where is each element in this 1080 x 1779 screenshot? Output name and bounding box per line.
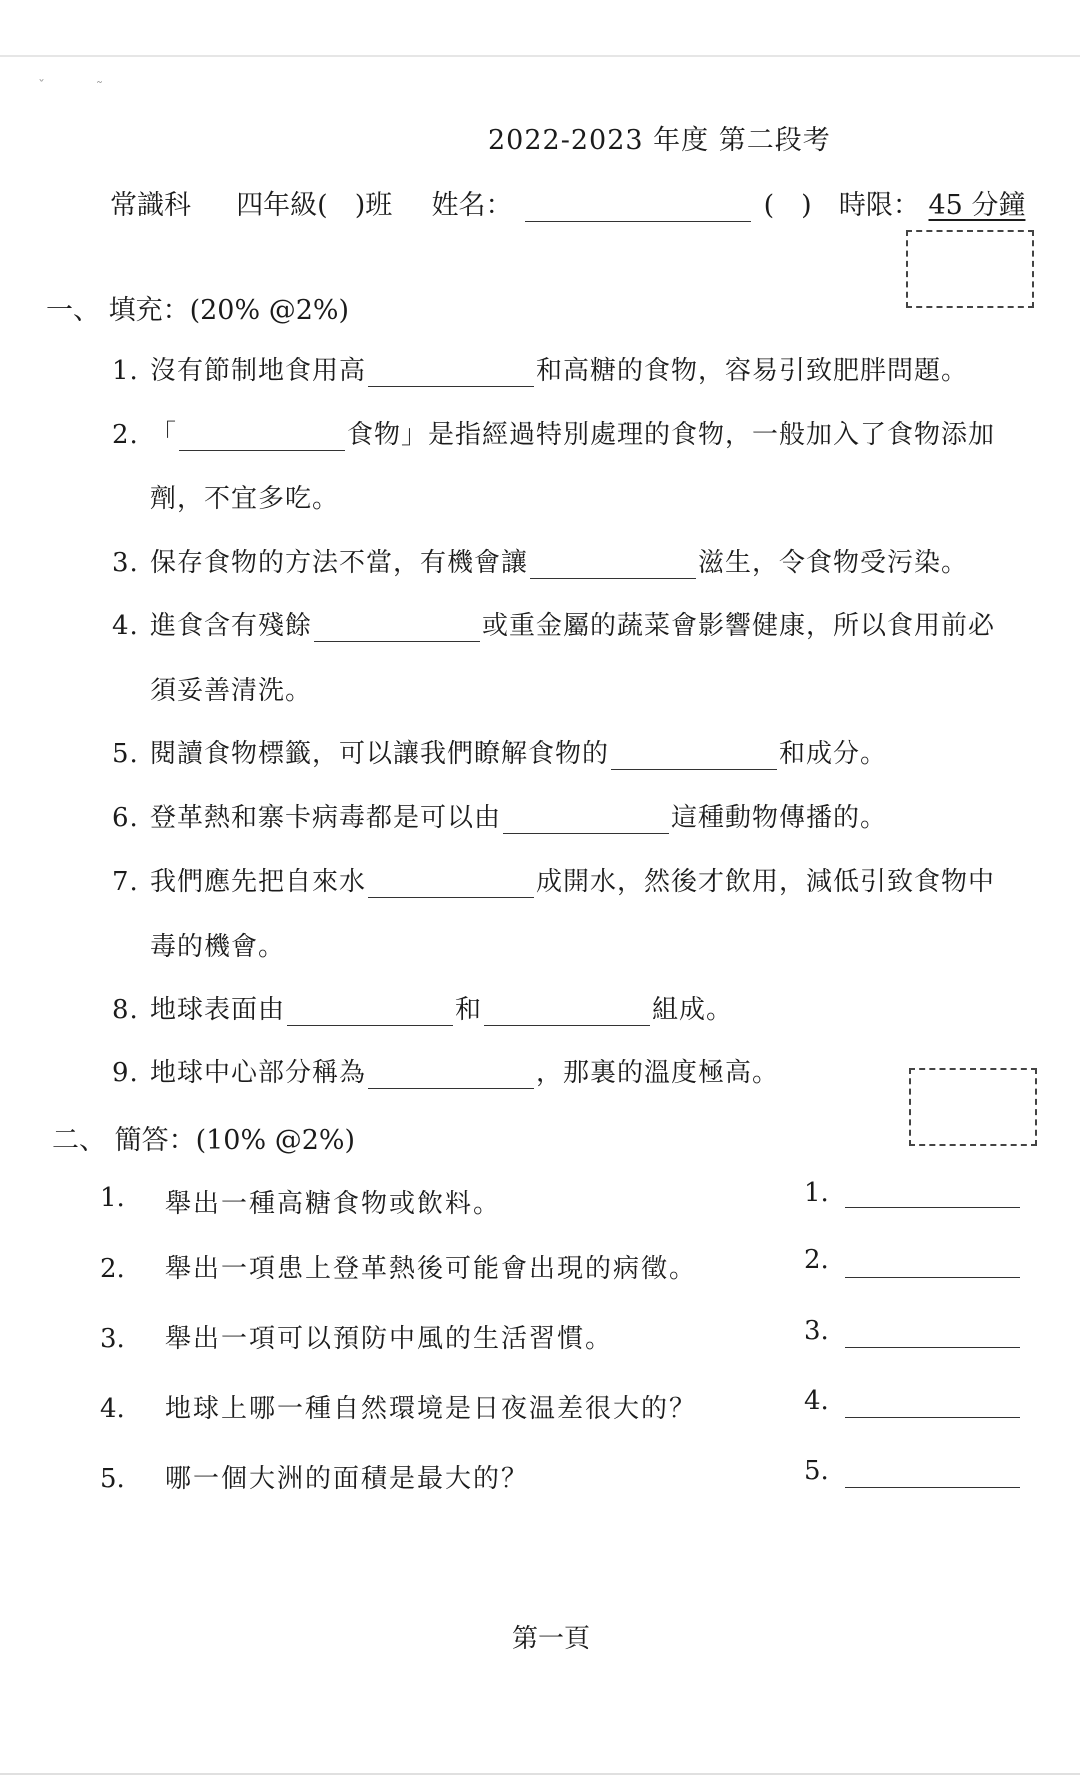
- class-number-paren: ( ): [763, 190, 812, 221]
- answer-blank[interactable]: [179, 424, 345, 451]
- section-1-heading: 一、 填充：(20% @2%): [46, 295, 350, 326]
- fill-question-7-continued: 毒的機會。: [150, 932, 286, 962]
- answer-4-line[interactable]: [845, 1416, 1020, 1418]
- answer-4-number: 4.: [804, 1386, 829, 1416]
- answer-blank[interactable]: [368, 1062, 534, 1089]
- answer-1-number: 1.: [804, 1178, 829, 1208]
- answer-2-number: 2.: [804, 1245, 829, 1275]
- fill-question-2-continued: 劑，不宜多吃。: [150, 484, 340, 514]
- fill-question-6: 6. 登革熱和寨卡病毒都是可以由 這種動物傳播的。: [112, 803, 888, 833]
- fill-question-8: 8. 地球表面由 和 組成。: [112, 995, 734, 1025]
- answer-blank[interactable]: [314, 615, 480, 642]
- student-info-line: [110, 183, 1025, 222]
- answer-blank[interactable]: [611, 743, 777, 770]
- fill-question-1: 1. 沒有節制地食用高 和高糖的食物，容易引致肥胖問題。: [112, 356, 969, 386]
- page-number: 第一頁: [512, 1624, 591, 1654]
- name-blank[interactable]: [525, 193, 751, 222]
- fill-question-2: 2. 「 食物」是指經過特別處理的食物，一般加入了食物添加: [112, 420, 996, 450]
- score-box-section-1: [906, 230, 1034, 308]
- answer-2-line[interactable]: [845, 1276, 1020, 1278]
- answer-3-number: 3.: [804, 1316, 829, 1346]
- answer-blank[interactable]: [530, 552, 696, 579]
- short-question-2-text: 舉出一項患上登革熱後可能會出現的病徵。: [165, 1254, 698, 1284]
- short-question-2-number: 2.: [100, 1254, 125, 1284]
- short-question-4-text: 地球上哪一種自然環境是日夜温差很大的？: [165, 1394, 698, 1424]
- answer-1-line[interactable]: [845, 1206, 1020, 1208]
- time-limit-label: 時限：: [838, 190, 920, 221]
- section-2-heading: 二、 簡答：(10% @2%): [52, 1125, 356, 1156]
- answer-blank[interactable]: [287, 999, 453, 1026]
- answer-blank[interactable]: [368, 360, 534, 387]
- answer-5-line[interactable]: [845, 1486, 1020, 1488]
- scan-edge-bottom: [0, 1773, 1080, 1775]
- short-question-3-text: 舉出一項可以預防中風的生活習慣。: [165, 1324, 614, 1354]
- short-question-3-number: 3.: [100, 1324, 125, 1354]
- scan-speck: ˇ: [38, 78, 45, 94]
- short-question-1-text: 舉出一種高糖食物或飲料。: [165, 1189, 502, 1219]
- answer-3-line[interactable]: [845, 1346, 1020, 1348]
- exam-title: 2022-2023 年度 第二段考: [488, 125, 831, 156]
- subject-label: 常識科: [110, 190, 191, 221]
- scan-edge-top: [0, 55, 1080, 57]
- time-limit-value: 45 分鐘: [928, 190, 1026, 221]
- answer-blank[interactable]: [368, 871, 534, 898]
- answer-blank[interactable]: [503, 807, 669, 834]
- scan-speck: ˜: [96, 80, 103, 96]
- short-question-5-text: 哪一個大洲的面積是最大的？: [165, 1464, 530, 1494]
- answer-blank[interactable]: [484, 999, 650, 1026]
- fill-question-7: 7. 我們應先把自來水 成開水，然後才飲用，減低引致食物中: [112, 867, 996, 897]
- fill-question-5: 5. 閱讀食物標籤，可以讓我們瞭解食物的 和成分。: [112, 739, 888, 769]
- score-box-section-2: [909, 1068, 1037, 1146]
- short-question-5-number: 5.: [100, 1464, 125, 1494]
- fill-question-9: 9. 地球中心部分稱為 ，那裏的溫度極高。: [112, 1058, 780, 1088]
- short-question-4-number: 4.: [100, 1394, 125, 1424]
- answer-5-number: 5.: [804, 1456, 829, 1486]
- fill-question-4: 4. 進食含有殘餘 或重金屬的蔬菜會影響健康，所以食用前必: [112, 611, 996, 641]
- short-question-1-number: 1.: [100, 1183, 125, 1213]
- fill-question-3: 3. 保存食物的方法不當，有機會讓 滋生，令食物受污染。: [112, 548, 969, 578]
- fill-question-4-continued: 須妥善清洗。: [150, 676, 313, 706]
- grade-class-label: 四年級( )班: [236, 190, 393, 221]
- name-label: 姓名：: [431, 190, 513, 221]
